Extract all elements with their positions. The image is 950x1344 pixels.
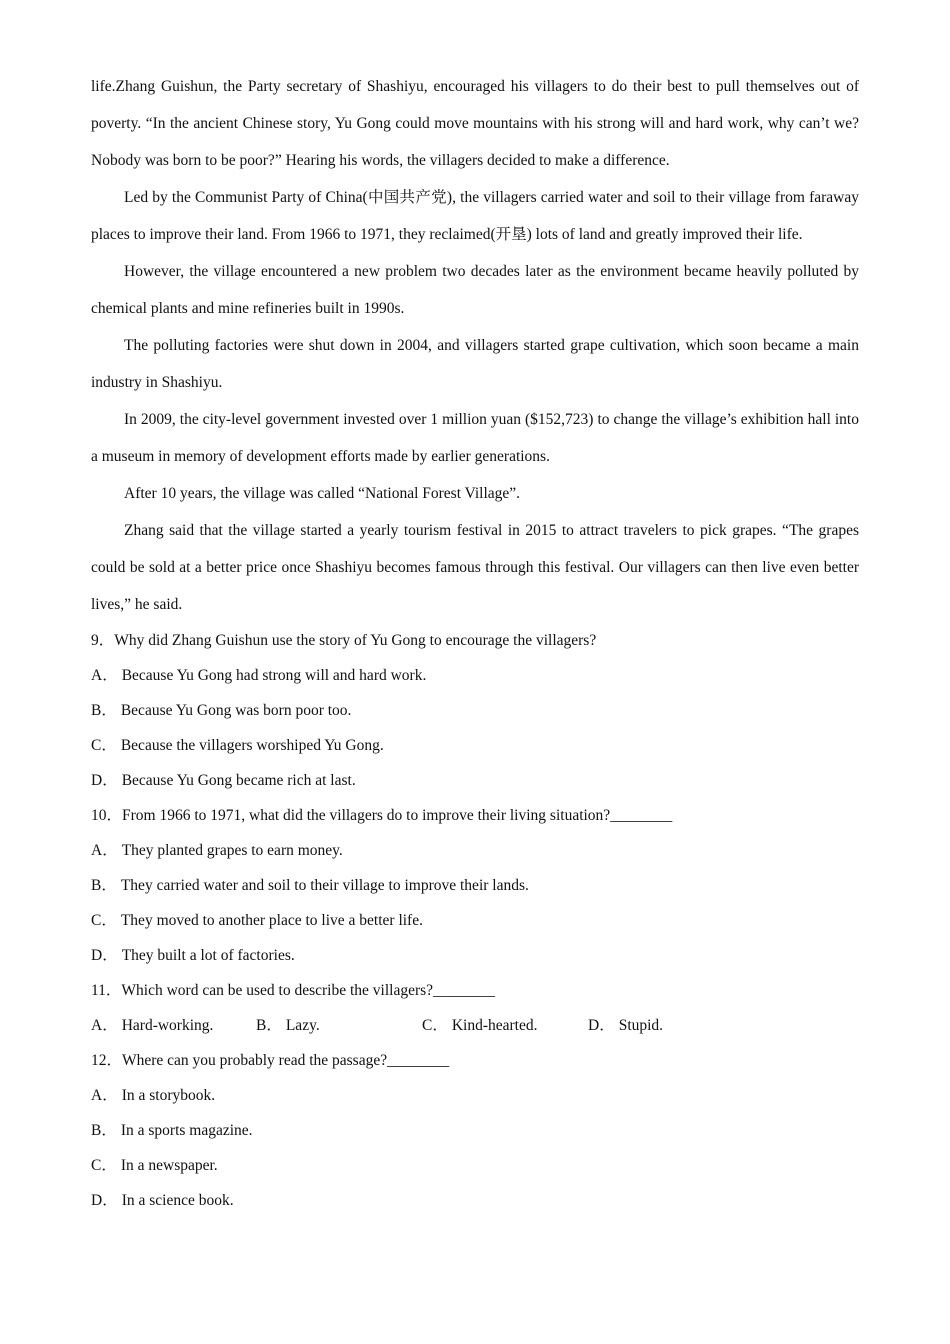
passage-paragraph: The polluting factories were shut down in 2004, and villagers started grape cultivation, which soon became a main industry in Shashiyu. — [91, 337, 859, 391]
option-text: Lazy. — [285, 1017, 320, 1034]
option-text: Hard-working. — [121, 1017, 214, 1034]
answer-option-c[interactable] — [91, 903, 859, 938]
answer-option-b[interactable] — [91, 1113, 859, 1148]
option-text: They moved to another place to live a better life. — [120, 912, 423, 929]
option-text: Kind-hearted. — [451, 1017, 538, 1034]
option-label: B． — [91, 702, 117, 719]
answer-option-a[interactable] — [91, 658, 859, 693]
question-stem: 10．From 1966 to 1971, what did the villagers do to improve their living situation?________ — [91, 807, 673, 824]
option-text: In a science book. — [121, 1192, 234, 1209]
option-label: B． — [91, 1122, 117, 1139]
answer-option-d[interactable] — [91, 1183, 859, 1218]
option-label: B． — [256, 1017, 282, 1034]
option-label: D． — [91, 772, 118, 789]
answer-option-b[interactable] — [91, 693, 859, 728]
answer-option-d[interactable] — [91, 938, 859, 973]
answer-option-b[interactable] — [91, 868, 859, 903]
option-label: C． — [91, 912, 117, 929]
question-10 — [91, 798, 859, 973]
option-text: Because Yu Gong had strong will and hard work. — [121, 667, 427, 684]
passage-paragraph: Led by the Communist Party of China(中国共产党), the villagers carried water and soil to their village from faraway places to improve their land. From 1966 to 1971, they reclaimed(开垦) lots of land and greatly improved their life. — [91, 189, 859, 243]
option-label: B． — [91, 877, 117, 894]
answer-option-c[interactable] — [91, 728, 859, 763]
passage-paragraph: In 2009, the city-level government invested over 1 million yuan ($152,723) to change the village’s exhibition hall into a museum in memory of development efforts made by earlier generations. — [91, 411, 859, 465]
option-label: A． — [91, 667, 118, 684]
question-9 — [91, 623, 859, 798]
option-label: D． — [91, 947, 118, 964]
option-text: Because Yu Gong became rich at last. — [121, 772, 356, 789]
option-text: In a sports magazine. — [120, 1122, 253, 1139]
option-text: They planted grapes to earn money. — [121, 842, 343, 859]
question-stem: 11．Which word can be used to describe the villagers?________ — [91, 982, 496, 999]
question-11 — [91, 973, 859, 1043]
option-text: In a newspaper. — [120, 1157, 218, 1174]
answer-option-d[interactable] — [588, 1008, 663, 1043]
option-text: Because Yu Gong was born poor too. — [120, 702, 352, 719]
options-row — [91, 1008, 859, 1043]
question-stem: 9．Why did Zhang Guishun use the story of Yu Gong to encourage the villagers? — [91, 632, 597, 649]
document-page — [91, 68, 859, 1218]
passage-paragraph: After 10 years, the village was called “National Forest Village”. — [124, 485, 521, 502]
option-label: A． — [91, 842, 118, 859]
passage-paragraph: life.Zhang Guishun, the Party secretary of Shashiyu, encouraged his villagers to do their best to pull themselves out of poverty. “In the ancient Chinese story, Yu Gong could move mountains with his strong will and hard work, why can’t we? Nobody was born to be poor?” Hearing his words, the villagers decided to make a difference. — [91, 78, 859, 169]
answer-option-a[interactable] — [91, 833, 859, 868]
option-label: C． — [91, 1157, 117, 1174]
option-label: A． — [91, 1017, 118, 1034]
answer-option-b[interactable] — [256, 1008, 422, 1043]
option-label: D． — [91, 1192, 118, 1209]
option-label: A． — [91, 1087, 118, 1104]
option-label: C． — [91, 737, 117, 754]
option-text: In a storybook. — [121, 1087, 216, 1104]
answer-option-c[interactable] — [422, 1008, 588, 1043]
answer-option-a[interactable] — [91, 1078, 859, 1113]
answer-option-a[interactable] — [91, 1008, 256, 1043]
answer-option-c[interactable] — [91, 1148, 859, 1183]
passage-paragraph: Zhang said that the village started a yearly tourism festival in 2015 to attract travelers to pick grapes. “The grapes could be sold at a better price once Shashiyu becomes famous through this festival. Our villagers can then live even better lives,” he said. — [91, 522, 859, 613]
question-stem: 12．Where can you probably read the passage?________ — [91, 1052, 450, 1069]
passage-paragraph: However, the village encountered a new problem two decades later as the environment became heavily polluted by chemical plants and mine refineries built in 1990s. — [91, 263, 859, 317]
option-text: They carried water and soil to their village to improve their lands. — [120, 877, 529, 894]
reading-passage — [91, 68, 859, 623]
option-label: C． — [422, 1017, 448, 1034]
answer-option-d[interactable] — [91, 763, 859, 798]
question-12 — [91, 1043, 859, 1218]
option-text: Stupid. — [618, 1017, 664, 1034]
option-text: Because the villagers worshiped Yu Gong. — [120, 737, 384, 754]
option-label: D． — [588, 1017, 615, 1034]
option-text: They built a lot of factories. — [121, 947, 295, 964]
